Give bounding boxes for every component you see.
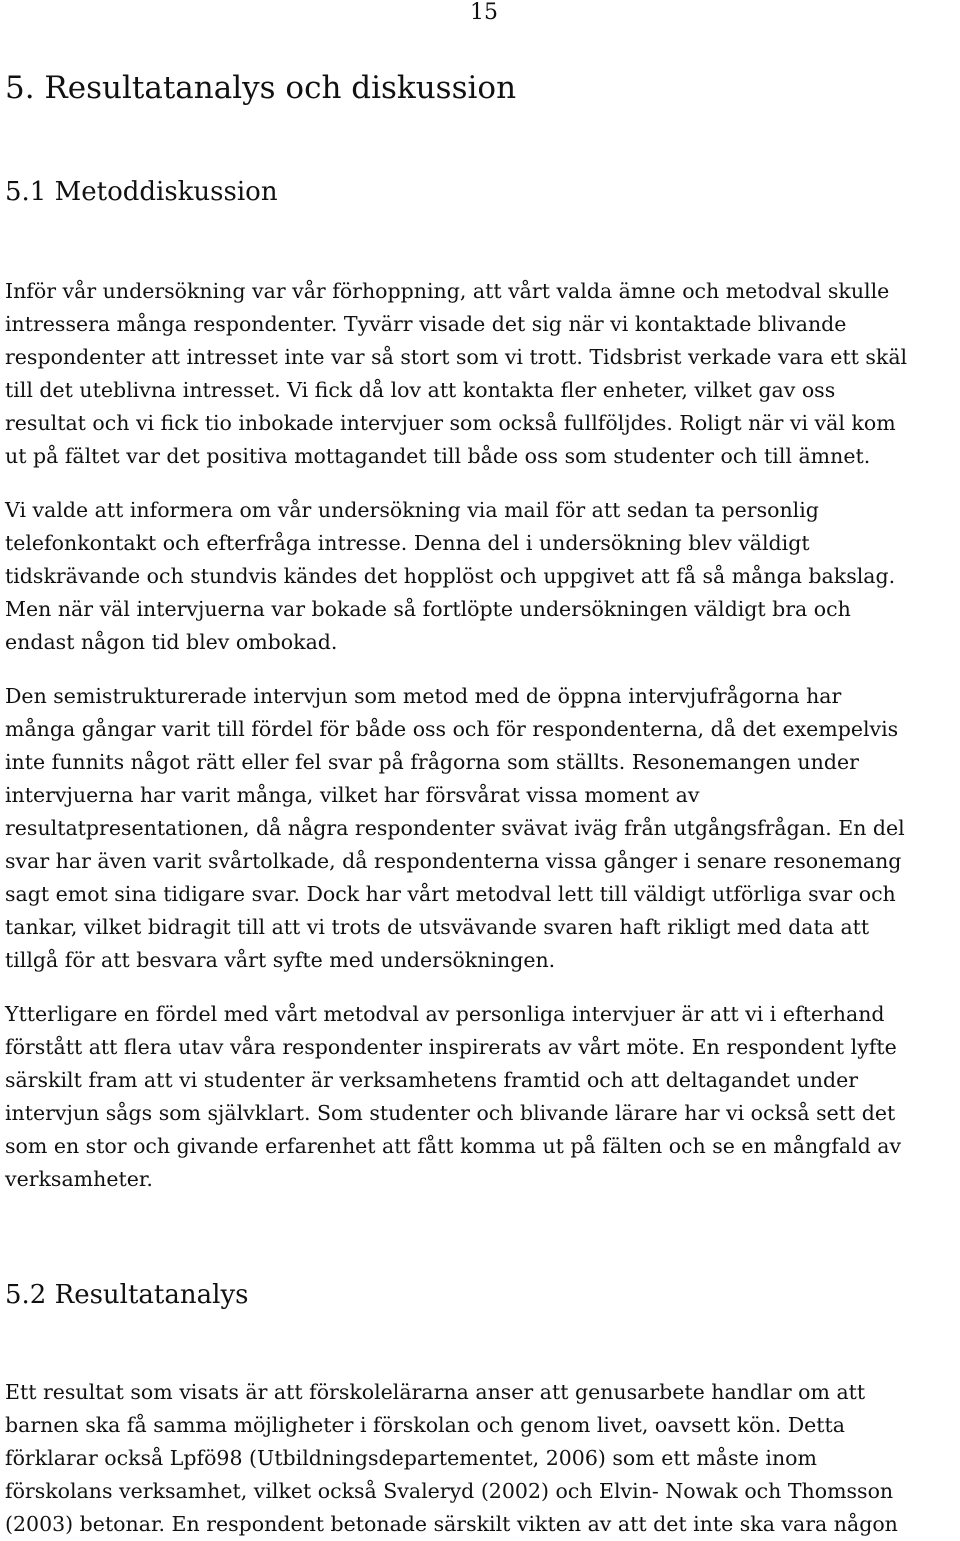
text-line: tillgå för att besvara vårt syfte med undersökningen. [5,948,556,972]
text-line: förskolans verksamhet, vilket också Svaleryd (2002) och Elvin- Nowak och Thomsson [5,1479,894,1503]
section-heading-resultatanalys: 5.2 Resultatanalys [5,1280,249,1310]
text-line: (2003) betonar. En respondent betonade särskilt vikten av att det inte ska vara någon [5,1512,898,1536]
text-line: inte funnits något rätt eller fel svar på frågorna som ställts. Resonemangen under [5,750,859,774]
page-number: 15 [470,0,498,25]
text-line: verksamheter. [5,1167,153,1191]
paragraph-4 [5,998,955,1196]
text-line: förstått att flera utav våra respondenter inspirerats av vårt möte. En respondent lyfte [5,1035,897,1059]
paragraph-2 [5,494,955,659]
text-line: många gångar varit till fördel för både oss och för respondenterna, då det exempelvis [5,717,899,741]
text-line: intervjuerna har varit många, vilket har försvårat vissa moment av [5,783,700,807]
paragraph-1 [5,275,955,473]
text-line: tankar, vilket bidragit till att vi trots de utsvävande svaren haft rikligt med data att [5,915,870,939]
text-line: svar har även varit svårtolkade, då respondenterna vissa gånger i senare resonemang [5,849,902,873]
text-line: Den semistrukturerade intervjun som metod med de öppna intervjufrågorna har [5,684,842,708]
text-line: tidskrävande och stundvis kändes det hopplöst och uppgivet att få så många bakslag. [5,564,896,588]
text-line: intervjun sågs som självklart. Som studenter och blivande lärare har vi också sett det [5,1101,896,1125]
text-line: respondenter att intresset inte var så stort som vi trott. Tidsbrist verkade vara ett skäl [5,345,908,369]
text-line: till det uteblivna intresset. Vi fick då lov att kontakta fler enheter, vilket gav oss [5,378,836,402]
text-line: Men när väl intervjuerna var bokade så fortlöpte undersökningen väldigt bra och [5,597,851,621]
text-line: som en stor och givande erfarenhet att fått komma ut på fälten och se en mångfald av [5,1134,902,1158]
paragraph-5 [5,1376,955,1541]
text-line: ut på fältet var det positiva mottagandet till både oss som studenter och till ämnet. [5,444,871,468]
text-line: resultatpresentationen, då några respondenter svävat iväg från utgångsfrågan. En del [5,816,905,840]
section-heading-metoddiskussion: 5.1 Metoddiskussion [5,177,278,207]
text-line: Inför vår undersökning var vår förhoppning, att vårt valda ämne och metodval skulle [5,279,890,303]
text-line: intressera många respondenter. Tyvärr visade det sig när vi kontaktade blivande [5,312,847,336]
text-line: Ett resultat som visats är att förskolelärarna anser att genusarbete handlar om att [5,1380,866,1404]
text-line: resultat och vi fick tio inbokade intervjuer som också fullföljdes. Roligt när vi väl kom [5,411,896,435]
text-line: sagt emot sina tidigare svar. Dock har vårt metodval lett till väldigt utförliga svar och [5,882,896,906]
text-line: förklarar också Lpfö98 (Utbildningsdepartementet, 2006) som ett måste inom [5,1446,817,1470]
paragraph-3 [5,680,955,977]
text-line: barnen ska få samma möjligheter i förskolan och genom livet, oavsett kön. Detta [5,1413,845,1437]
text-line: Ytterligare en fördel med vårt metodval av personliga intervjuer är att vi i efterhand [5,1002,885,1026]
text-line: endast någon tid blev ombokad. [5,630,338,654]
text-line: telefonkontakt och efterfråga intresse. Denna del i undersökning blev väldigt [5,531,810,555]
text-line: särskilt fram att vi studenter är verksamhetens framtid och att deltagandet under [5,1068,859,1092]
chapter-heading: 5. Resultatanalys och diskussion [5,70,517,106]
text-line: Vi valde att informera om vår undersökning via mail för att sedan ta personlig [5,498,819,522]
